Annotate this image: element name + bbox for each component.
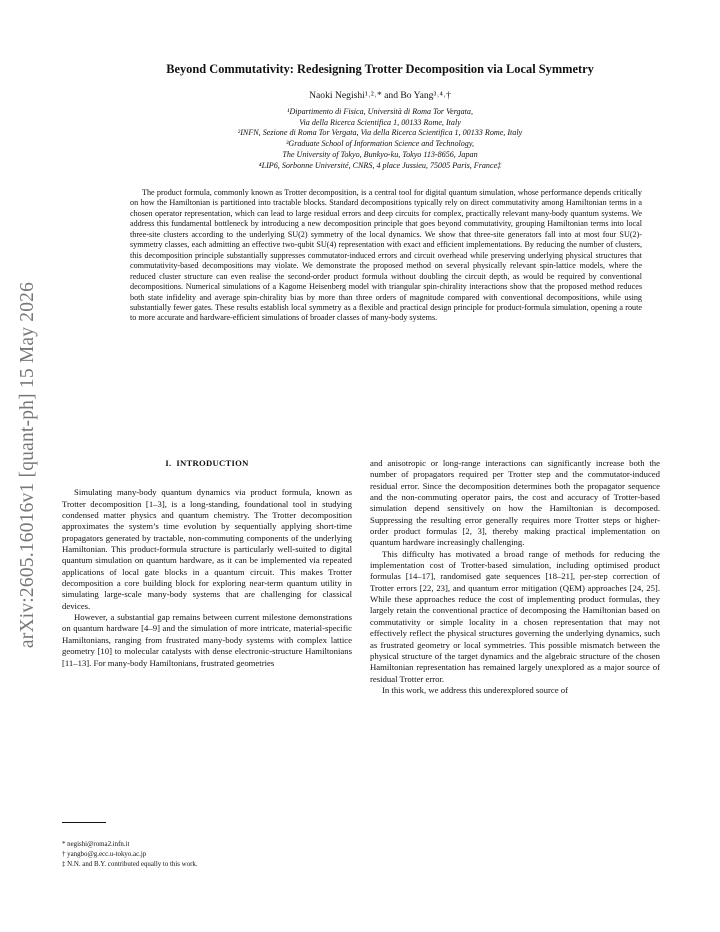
body-paragraph: This difficulty has motivated a broad range of methods for reducing the implementation cost of Trotter-based simulation, including optimised product formulas [14–17], randomised gate sequences [18–21], per-step correction of Trotter errors [22, 23], and quantum error mitigation (QEM) approaches [24, 25]. While these approaches reduce the cost of implementing product formulas, they largely retain the conventional practice of decomposing the Hamiltonian based on commutativity or simple locality in a chosen representation that may not effectively reflect the physical structures governing the underlying dynamics, such as frustrated geometry or local symmetries. This possible mismatch between the physical structure of the target dynamics and the algebraic structure of the chosen Hamiltonian representation has remained largely unexplored as a major source of residual Trotter error. [370,548,660,684]
body-paragraph: Simulating many-body quantum dynamics via product formula, known as Trotter decomposition [1–3], is a long-standing, foundational tool in studying condensed matter physics and quantum chemistry. The Trotter decomposition approximates the system’s time evolution by sequentially applying short-time propagators generated by tractable, non-commuting components of the underlying Hamiltonian. This product-formula structure is particularly well-suited to digital quantum simulation on quantum hardware, as it can be implemented via repeated applications of local gate blocks in a quantum circuit. This makes Trotter decomposition a core building block for exploring near-term quantum utility in simulating large-scale many-body systems that are challenging for classical devices. [62,487,352,611]
affiliation-line: ¹Dipartimento di Fisica, Università di Roma Tor Vergata, [287,107,473,116]
section-number: I. [165,458,172,468]
affiliations [60,107,700,171]
affiliation-line: Via della Ricerca Scientifica 1, 00133 Rome, Italy [299,117,461,127]
footnote-rule [62,822,106,823]
footnote-email: * negishi@roma2.infn.it [62,841,130,848]
body-paragraph: However, a substantial gap remains between current milestone demonstrations on quantum hardware [4–9] and the simulation of more intricate, material-specific Hamiltonians, ranging from frustrated many-body systems with complex lattice geometry [10] to molecular catalysts with dense electronic-structure Hamiltonians [11–13]. For many-body Hamiltonians, frustrated geometries [62,612,352,668]
abstract: The product formula, commonly known as Trotter decomposition, is a central tool for digital quantum simulation, whose performance depends critically on how the Hamiltonian is partitioned into tractable blocks. Standard decompositions typically rely on direct commutativity among Hamiltonian terms in a chosen operator representation, which can lead to large residual errors and deep circuits for complex, practically relevant many-body quantum systems. We address this fundamental bottleneck by introducing a new decomposition principle that goes beyond commutativity, grouping Hamiltonian terms into local three-site clusters according to the underlying SU(2) symmetry of the local dynamics. We show that three-site generators fall into at most four SU(2)-symmetry classes, each admitting an effective two-qubit SU(4) representation with exact and efficient implementations. By reducing the number of clusters, this decomposition principle substantially suppresses commutator-induced errors and circuit overhead while preserving underlying physical structures that commutativity-based decompositions may violate. We demonstrate the proposed method on several physically relevant spin-lattice models, where the reduced cluster structure can even realise the second-order product formula without doubling the circuit depth, as would be required by conventional decompositions. Numerical simulations of a Kagome Heisenberg model with triangular spin-chirality interactions show that the proposed method reduces both state infidelity and average spin-chirality bias by more than three orders of magnitude compared with conventional decompositions, while using substantially fewer gates. These results establish local symmetry as a flexible and practical design principle for product-formula simulation, opening a route to more accurate and hardware-efficient simulations of broader classes of many-body systems. [130,188,642,323]
right-column [370,458,660,696]
footnotes [62,840,352,870]
affiliation-line: The University of Tokyo, Bunkyo-ku, Tokyo 113-8656, Japan [282,149,478,159]
paper-title: Beyond Commutativity: Redesigning Trotter Decomposition via Local Symmetry [166,62,594,76]
body-paragraph: and anisotropic or long-range interactions can significantly increase both the number of propagators required per Trotter step and the commutator-induced residual error. Since the decomposition determines both the propagator sequence and the non-commuting operator pairs, the cost and accuracy of Trotter-based simulation depend sensitively on how the Hamiltonian is decomposed. Suppressing the resulting error generally requires more Trotter steps or higher-order product formulas [2, 3], thereby making practical implementation on quantum hardware increasingly challenging. [370,458,660,548]
body-paragraph: In this work, we address this underexplored source of [382,684,569,695]
arxiv-identifier-sidebar [0,240,56,690]
section-heading [62,458,352,469]
section-title: INTRODUCTION [176,458,249,468]
affiliation-line: ⁴LIP6, Sorbonne Université, CNRS, 4 place Jussieu, 75005 Paris, France‡ [258,160,502,170]
author-list: Naoki Negishi¹˒²˒* and Bo Yang³˒⁴˒† [309,90,451,101]
affiliation-line: ³Graduate School of Information Science and Technology, [285,139,475,149]
footnote-email: † yangbo@g.ecc.u-tokyo.ac.jp [62,851,147,858]
arxiv-identifier: arXiv:2605.16016v1 [quant-ph] 15 May 2026 [17,281,38,649]
left-column [62,458,352,669]
affiliation-line: ²INFN, Sezione di Roma Tor Vergata, Via della Ricerca Scientifica 1, 00133 Rome, Italy [237,128,523,138]
footnote-contribution: ‡ N.N. and B.Y. contributed equally to this work. [62,861,198,868]
